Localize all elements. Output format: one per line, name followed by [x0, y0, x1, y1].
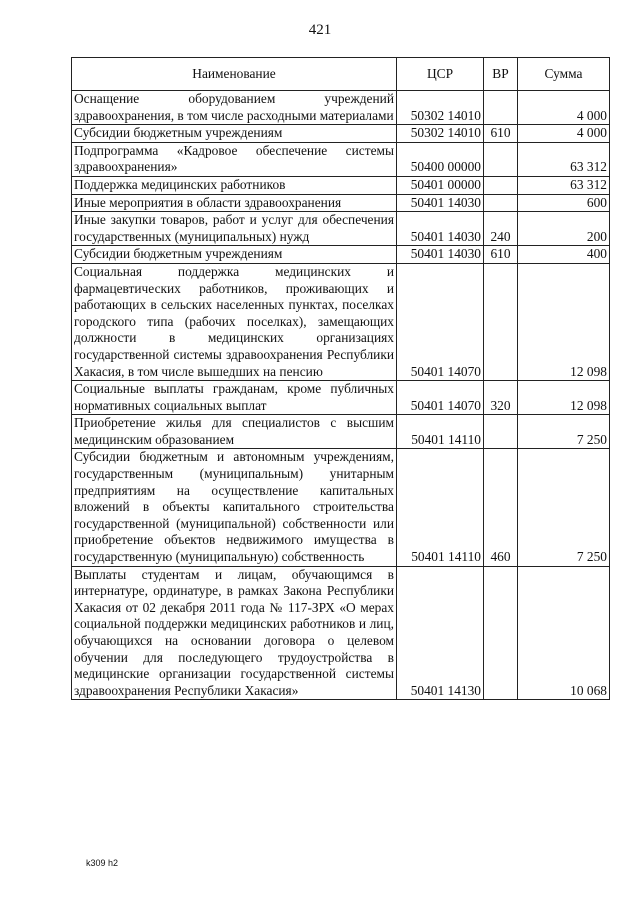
row-csr: 50401 14030 [397, 212, 484, 246]
row-vr: 610 [484, 125, 518, 143]
row-name: Приобретение жилья для специалистов с высшим медицинским образованием [72, 415, 397, 449]
table-row [72, 415, 610, 449]
row-sum: 7 250 [518, 415, 610, 449]
table-header-row [72, 58, 610, 91]
header-sum: Сумма [518, 58, 610, 91]
footer-code: k309 h2 [86, 858, 119, 868]
header-vr: ВР [484, 58, 518, 91]
table-row [72, 212, 610, 246]
row-name: Выплаты студентам и лицам, обучающимся в интернатуре, ординатуре, в рамках Закона Республики Хакасия от 02 декабря 2011 года № 117-ЗРХ «О мерах социальной поддержки медицинских работников и лиц, обучающихся на основании договора о целевом обучении для последующего трудоустройства в медицинские организации государственной системы здравоохранения Республики Хакасия» [72, 566, 397, 700]
table-row [72, 246, 610, 264]
table-row [72, 194, 610, 212]
row-sum: 12 098 [518, 381, 610, 415]
row-sum: 200 [518, 212, 610, 246]
row-sum: 12 098 [518, 263, 610, 380]
row-name: Социальная поддержка медицинских и фармацевтических работников, проживающих и работающих в сельских населенных пунктах, поселках городского типа (рабочих поселках), замещающих должности в медицинских организациях государственной системы здравоохранения Республики Хакасия, в том числе вышедших на пенсию [72, 263, 397, 380]
table-row [72, 381, 610, 415]
row-csr: 50401 14030 [397, 194, 484, 212]
row-sum: 400 [518, 246, 610, 264]
row-csr: 50401 14130 [397, 566, 484, 700]
row-csr: 50401 14110 [397, 449, 484, 566]
row-vr: 460 [484, 449, 518, 566]
row-sum: 10 068 [518, 566, 610, 700]
row-vr: 610 [484, 246, 518, 264]
row-vr [484, 566, 518, 700]
row-sum: 4 000 [518, 125, 610, 143]
table-row [72, 125, 610, 143]
row-name: Оснащение оборудованием учреждений здравоохранения, в том числе расходными материалами [72, 91, 397, 125]
row-vr [484, 415, 518, 449]
table-row [72, 91, 610, 125]
row-csr: 50401 14070 [397, 263, 484, 380]
row-name: Субсидии бюджетным учреждениям [72, 246, 397, 264]
row-vr: 240 [484, 212, 518, 246]
row-csr: 50401 14030 [397, 246, 484, 264]
row-vr [484, 263, 518, 380]
header-csr: ЦСР [397, 58, 484, 91]
row-csr: 50302 14010 [397, 125, 484, 143]
row-name: Субсидии бюджетным и автономным учреждениям, государственным (муниципальным) унитарным предприятиям на осуществление капитальных вложений в объекты капитального строительства государственной (муниципальной) собственности или приобретение объектов недвижимого имущества в государственную (муниципальную) собственность [72, 449, 397, 566]
table-row [72, 176, 610, 194]
budget-table [71, 57, 610, 700]
row-csr: 50400 00000 [397, 142, 484, 176]
table-row [72, 449, 610, 566]
row-vr [484, 142, 518, 176]
row-csr: 50401 00000 [397, 176, 484, 194]
table-row [72, 263, 610, 380]
row-csr: 50401 14110 [397, 415, 484, 449]
header-name: Наименование [72, 58, 397, 91]
row-sum: 7 250 [518, 449, 610, 566]
table-row [72, 566, 610, 700]
row-name: Иные мероприятия в области здравоохранения [72, 194, 397, 212]
table-row [72, 142, 610, 176]
row-sum: 600 [518, 194, 610, 212]
row-name: Подпрограмма «Кадровое обеспечение системы здравоохранения» [72, 142, 397, 176]
row-vr [484, 176, 518, 194]
row-sum: 63 312 [518, 176, 610, 194]
row-sum: 63 312 [518, 142, 610, 176]
row-csr: 50302 14010 [397, 91, 484, 125]
row-name: Социальные выплаты гражданам, кроме публичных нормативных социальных выплат [72, 381, 397, 415]
row-name: Иные закупки товаров, работ и услуг для обеспечения государственных (муниципальных) нужд [72, 212, 397, 246]
row-name: Поддержка медицинских работников [72, 176, 397, 194]
row-vr: 320 [484, 381, 518, 415]
row-sum: 4 000 [518, 91, 610, 125]
row-vr [484, 194, 518, 212]
row-csr: 50401 14070 [397, 381, 484, 415]
row-name: Субсидии бюджетным учреждениям [72, 125, 397, 143]
row-vr [484, 91, 518, 125]
page-number: 421 [308, 22, 332, 38]
